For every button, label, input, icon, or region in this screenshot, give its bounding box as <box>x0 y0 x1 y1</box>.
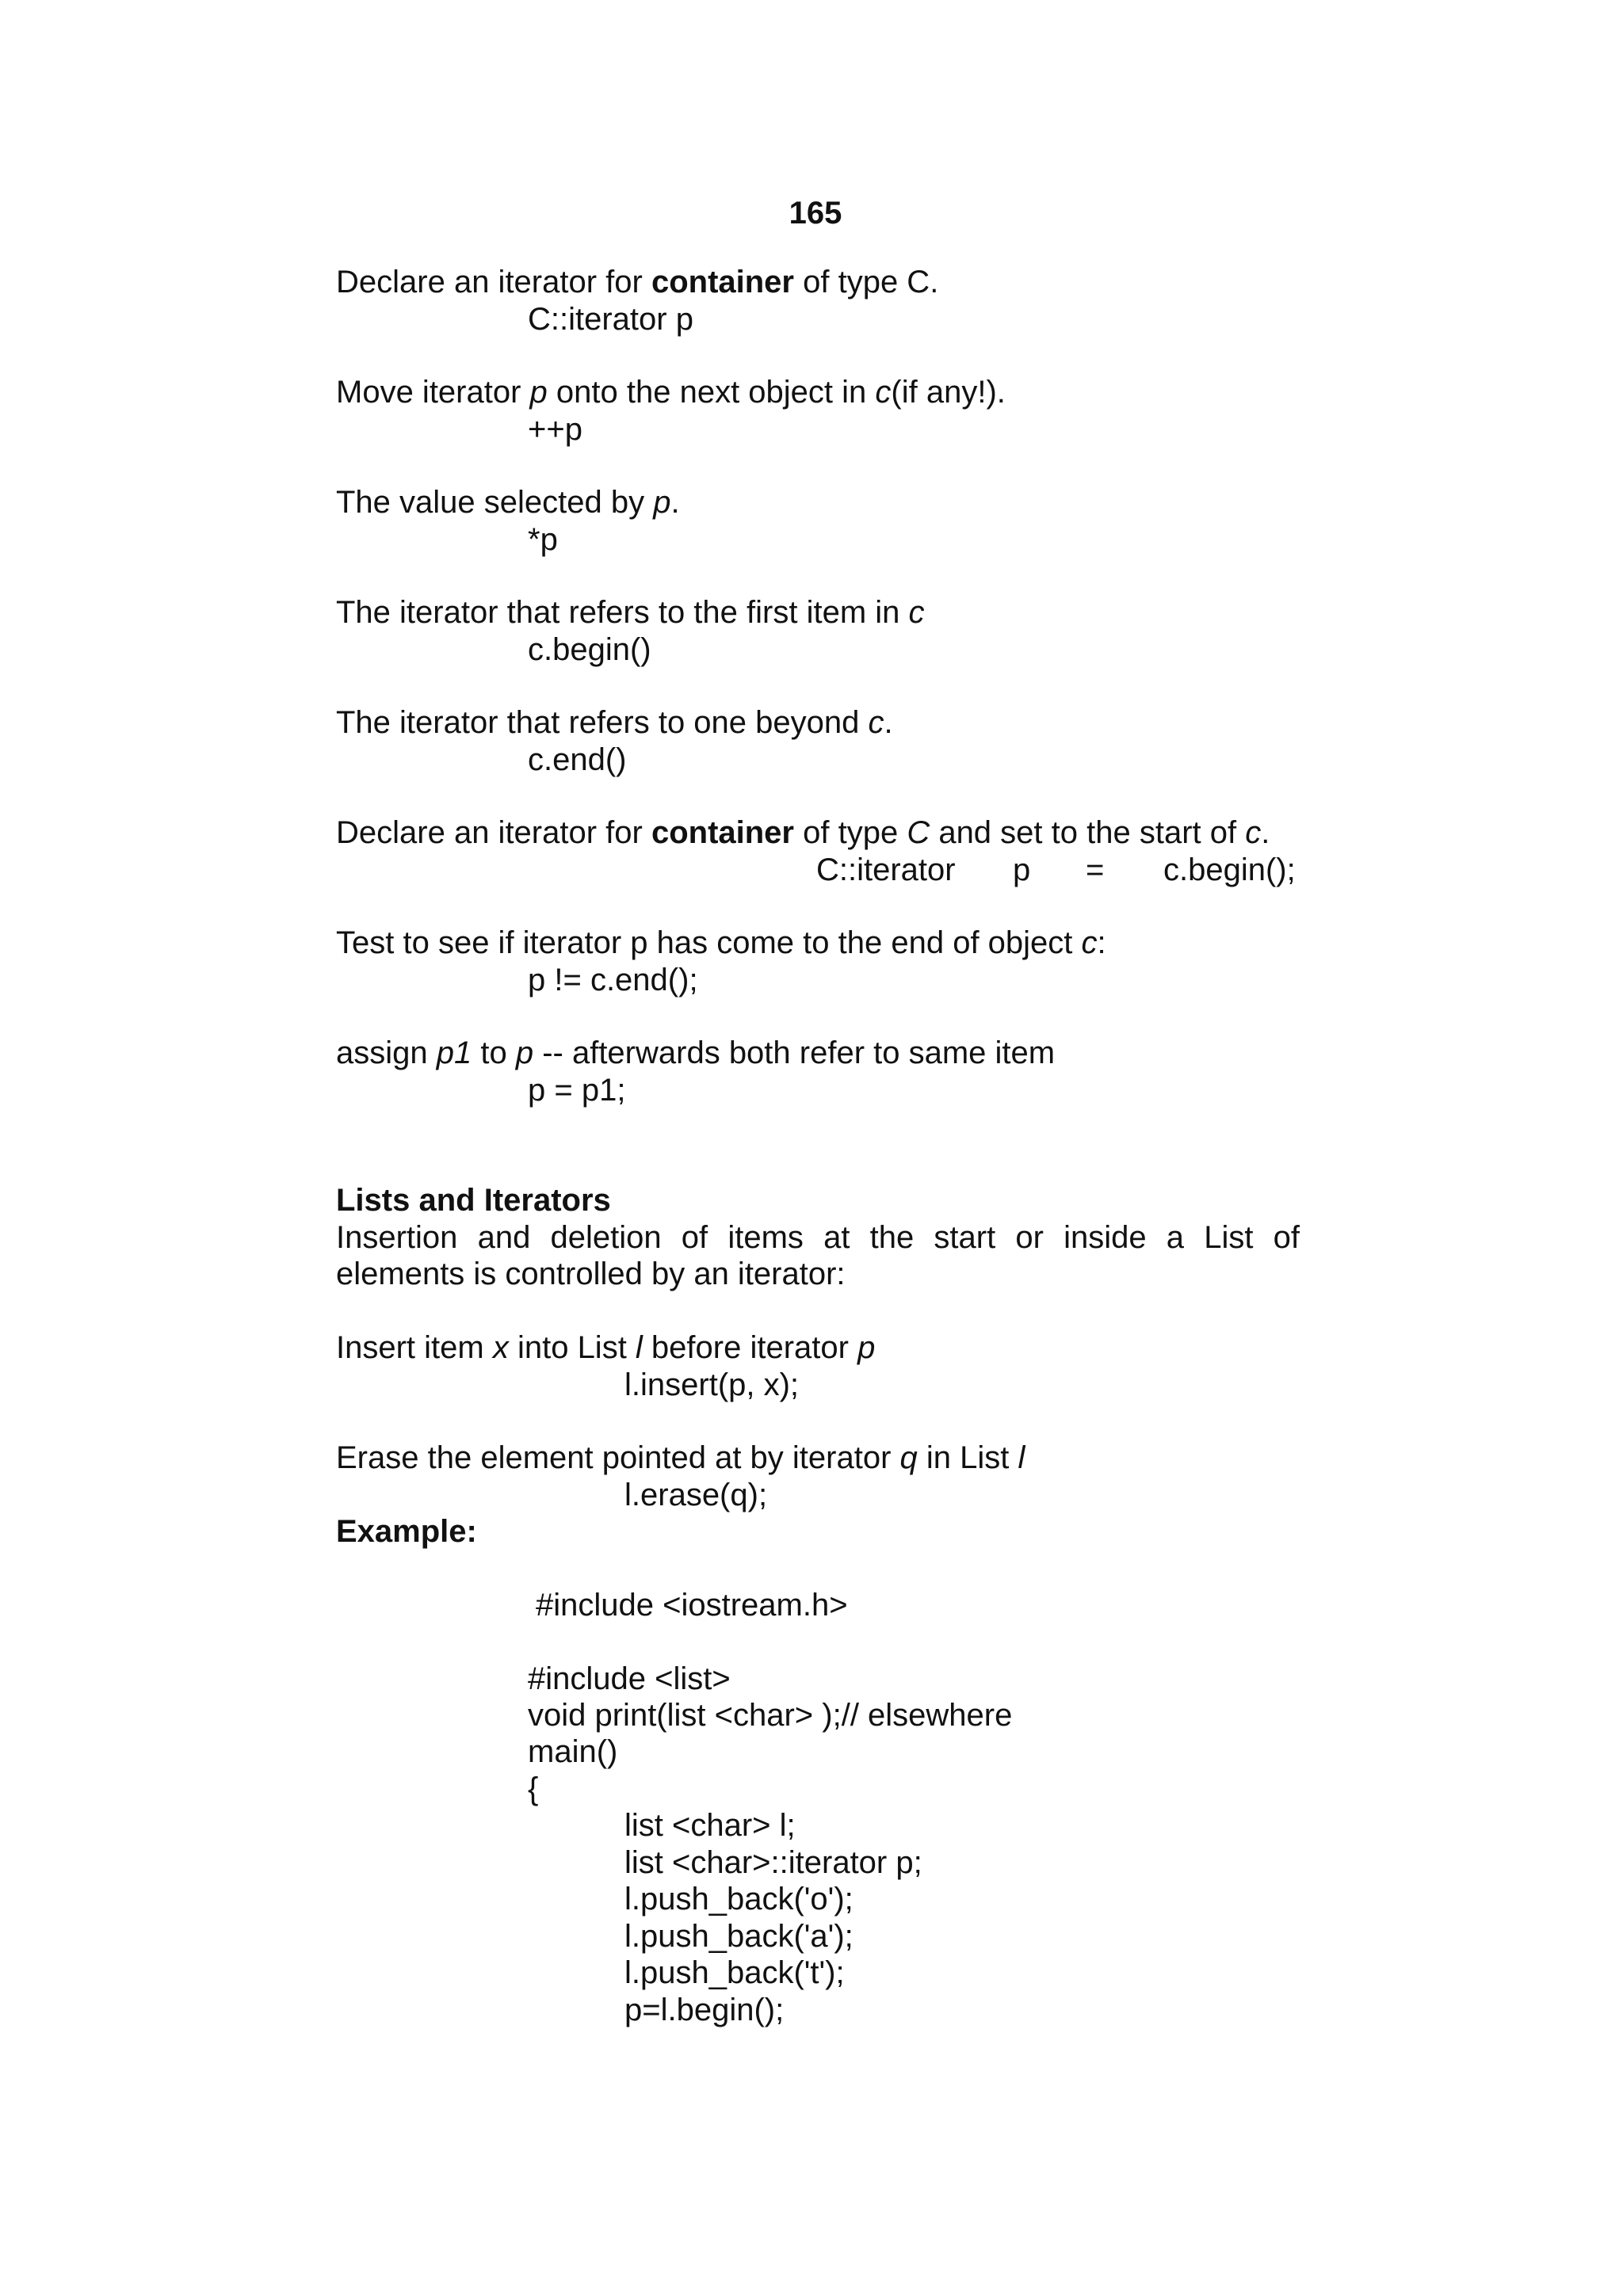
desc-move-iterator: Move iterator p onto the next object in c(if any!). <box>336 375 1006 410</box>
section-intro-line1: Insertion and deletion of items at the start or inside a List of <box>336 1220 1300 1255</box>
code-begin: c.begin() <box>528 632 651 667</box>
code-include-iostream: #include <iostream.h> <box>536 1588 848 1623</box>
code-part-equals: = <box>1086 852 1105 887</box>
code-part-begin: c.begin(); <box>1163 852 1296 887</box>
desc-test-end: Test to see if iterator p has come to the end of object c: <box>336 925 1106 960</box>
code-body-line: p=l.begin(); <box>624 1993 785 2027</box>
section-intro-line2: elements is controlled by an iterator: <box>336 1257 846 1291</box>
code-part-type: C::iterator <box>816 852 956 887</box>
desc-declare-and-set: Declare an iterator for container of type C and set to the start of c. <box>336 815 1270 850</box>
code-body-line: list <char> l; <box>624 1808 796 1843</box>
code-end: c.end() <box>528 742 627 777</box>
desc-erase: Erase the element pointed at by iterator q in List l <box>336 1440 1025 1475</box>
desc-one-beyond: The iterator that refers to one beyond c. <box>336 705 893 740</box>
page-number: 165 <box>789 196 842 231</box>
desc-insert: Insert item x into List l before iterator p <box>336 1330 876 1365</box>
code-body-line: list <char>::iterator p; <box>624 1845 922 1880</box>
code-body-line: l.push_back('a'); <box>624 1919 854 1954</box>
code-main: main() <box>528 1734 618 1769</box>
section-heading: Lists and Iterators <box>336 1183 611 1218</box>
code-declare-iterator: C::iterator p <box>528 302 693 337</box>
code-insert: l.insert(p, x); <box>624 1367 800 1402</box>
code-body-line: l.push_back('o'); <box>624 1882 854 1917</box>
code-erase: l.erase(q); <box>624 1478 768 1512</box>
code-assign: p = p1; <box>528 1073 626 1108</box>
desc-first-item: The iterator that refers to the first item in c <box>336 595 925 630</box>
desc-declare-iterator: Declare an iterator for container of type C. <box>336 265 939 299</box>
example-label: Example: <box>336 1514 477 1549</box>
code-print-decl: void print(list <char> );// elsewhere <box>528 1698 1013 1733</box>
code-body-line: l.push_back('t'); <box>624 1955 845 1990</box>
code-value-selected: *p <box>528 522 558 557</box>
code-move-iterator: ++p <box>528 412 582 447</box>
desc-assign: assign p1 to p -- afterwards both refer to same item <box>336 1035 1056 1070</box>
code-open-brace: { <box>528 1772 539 1806</box>
desc-value-selected: The value selected by p. <box>336 485 680 520</box>
code-test-end: p != c.end(); <box>528 963 698 997</box>
code-include-list: #include <list> <box>528 1661 731 1696</box>
code-part-var: p <box>1013 852 1031 887</box>
